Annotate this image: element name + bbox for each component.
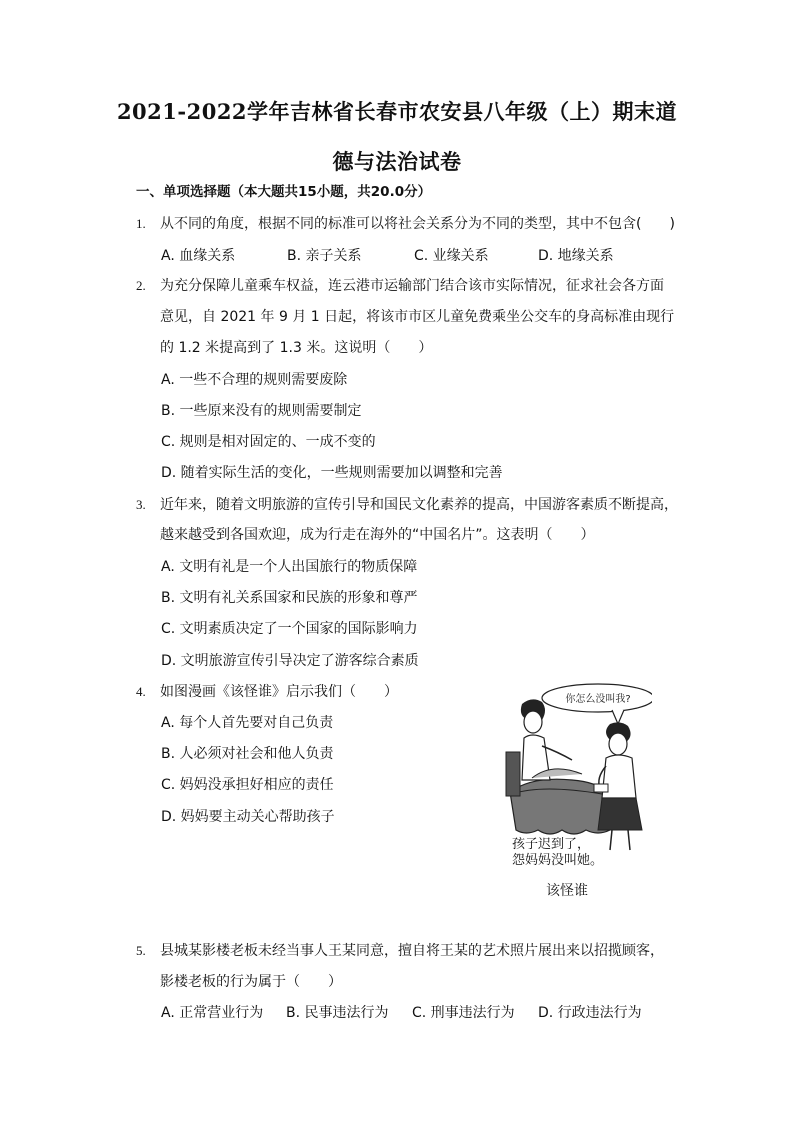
question-1-option-a: A. 血缘关系 bbox=[161, 248, 236, 264]
question-1-option-c: C. 业缘关系 bbox=[414, 248, 489, 264]
question-3-number: 3. bbox=[136, 497, 146, 512]
speech-bubble-text: 你怎么没叫我? bbox=[565, 694, 631, 705]
question-3-option-d: D. 文明旅游宣传引导决定了游客综合素质 bbox=[161, 653, 419, 669]
question-2-option-c: C. 规则是相对固定的、一成不变的 bbox=[161, 434, 376, 450]
question-3-stem-line-1: 近年来，随着文明旅游的宣传引导和国民文化素养的提高，中国游客素质不断提高， bbox=[160, 497, 678, 513]
question-1-number: 1. bbox=[136, 216, 146, 231]
cartoon-illustration bbox=[502, 680, 652, 870]
section-heading: 一、单项选择题（本大题共15小题，共20.0分） bbox=[136, 184, 432, 200]
document-title-line-2: 德与法治试卷 bbox=[332, 149, 462, 174]
question-1-option-d: D. 地缘关系 bbox=[538, 248, 614, 264]
question-2-option-d: D. 随着实际生活的变化，一些规则需要加以调整和完善 bbox=[161, 465, 503, 481]
cartoon-caption-line-1: 孩子迟到了， bbox=[512, 837, 591, 852]
question-5-number: 5. bbox=[136, 943, 146, 958]
question-4-stem: 如图漫画《该怪谁》启示我们（ ） bbox=[160, 684, 398, 700]
question-3-stem-line-2: 越来越受到各国欢迎，成为行走在海外的“中国名片”。这表明（ ） bbox=[160, 527, 595, 543]
question-5-stem-line-1: 县城某影楼老板未经当事人王某同意，擅自将王某的艺术照片展出来以招揽顾客， bbox=[160, 943, 664, 959]
question-4-option-d: D. 妈妈要主动关心帮助孩子 bbox=[161, 809, 335, 825]
question-4-number: 4. bbox=[136, 684, 146, 699]
question-4-option-a: A. 每个人首先要对自己负责 bbox=[161, 715, 334, 731]
question-1-option-b: B. 亲子关系 bbox=[287, 248, 362, 264]
question-1-stem: 从不同的角度，根据不同的标准可以将社会关系分为不同的类型，其中不包含( ) bbox=[160, 216, 675, 232]
question-2-option-b: B. 一些原来没有的规则需要制定 bbox=[161, 403, 362, 419]
question-5-option-a: A. 正常营业行为 bbox=[161, 1005, 264, 1021]
document-title-line-1: 2021-2022学年吉林省长春市农安县八年级（上）期末道 bbox=[116, 99, 678, 124]
question-4-option-c: C. 妈妈没承担好相应的责任 bbox=[161, 777, 334, 793]
question-3-option-a: A. 文明有礼是一个人出国旅行的物质保障 bbox=[161, 559, 418, 575]
question-5-option-c: C. 刑事违法行为 bbox=[412, 1005, 515, 1021]
cartoon-title: 该怪谁 bbox=[546, 883, 588, 899]
question-2-stem-line-1: 为充分保障儿童乘车权益，连云港市运输部门结合该市实际情况，征求社会各方面 bbox=[160, 278, 664, 294]
question-5-option-d: D. 行政违法行为 bbox=[538, 1005, 642, 1021]
cartoon-caption-line-2: 怨妈妈没叫她。 bbox=[512, 853, 604, 868]
question-2-option-a: A. 一些不合理的规则需要废除 bbox=[161, 372, 348, 388]
question-2-number: 2. bbox=[136, 278, 146, 293]
question-5-option-b: B. 民事违法行为 bbox=[286, 1005, 389, 1021]
question-2-stem-line-3: 的 1.2 米提高到了 1.3 米。这说明（ ） bbox=[160, 340, 433, 356]
question-5-stem-line-2: 影楼老板的行为属于（ ） bbox=[160, 974, 342, 990]
question-3-option-c: C. 文明素质决定了一个国家的国际影响力 bbox=[161, 621, 418, 637]
question-4-option-b: B. 人必须对社会和他人负责 bbox=[161, 746, 334, 762]
question-3-option-b: B. 文明有礼关系国家和民族的形象和尊严 bbox=[161, 590, 418, 606]
question-2-stem-line-2: 意见，自 2021 年 9 月 1 日起，将该市市区儿童免费乘坐公交车的身高标准由现行 bbox=[160, 309, 675, 325]
